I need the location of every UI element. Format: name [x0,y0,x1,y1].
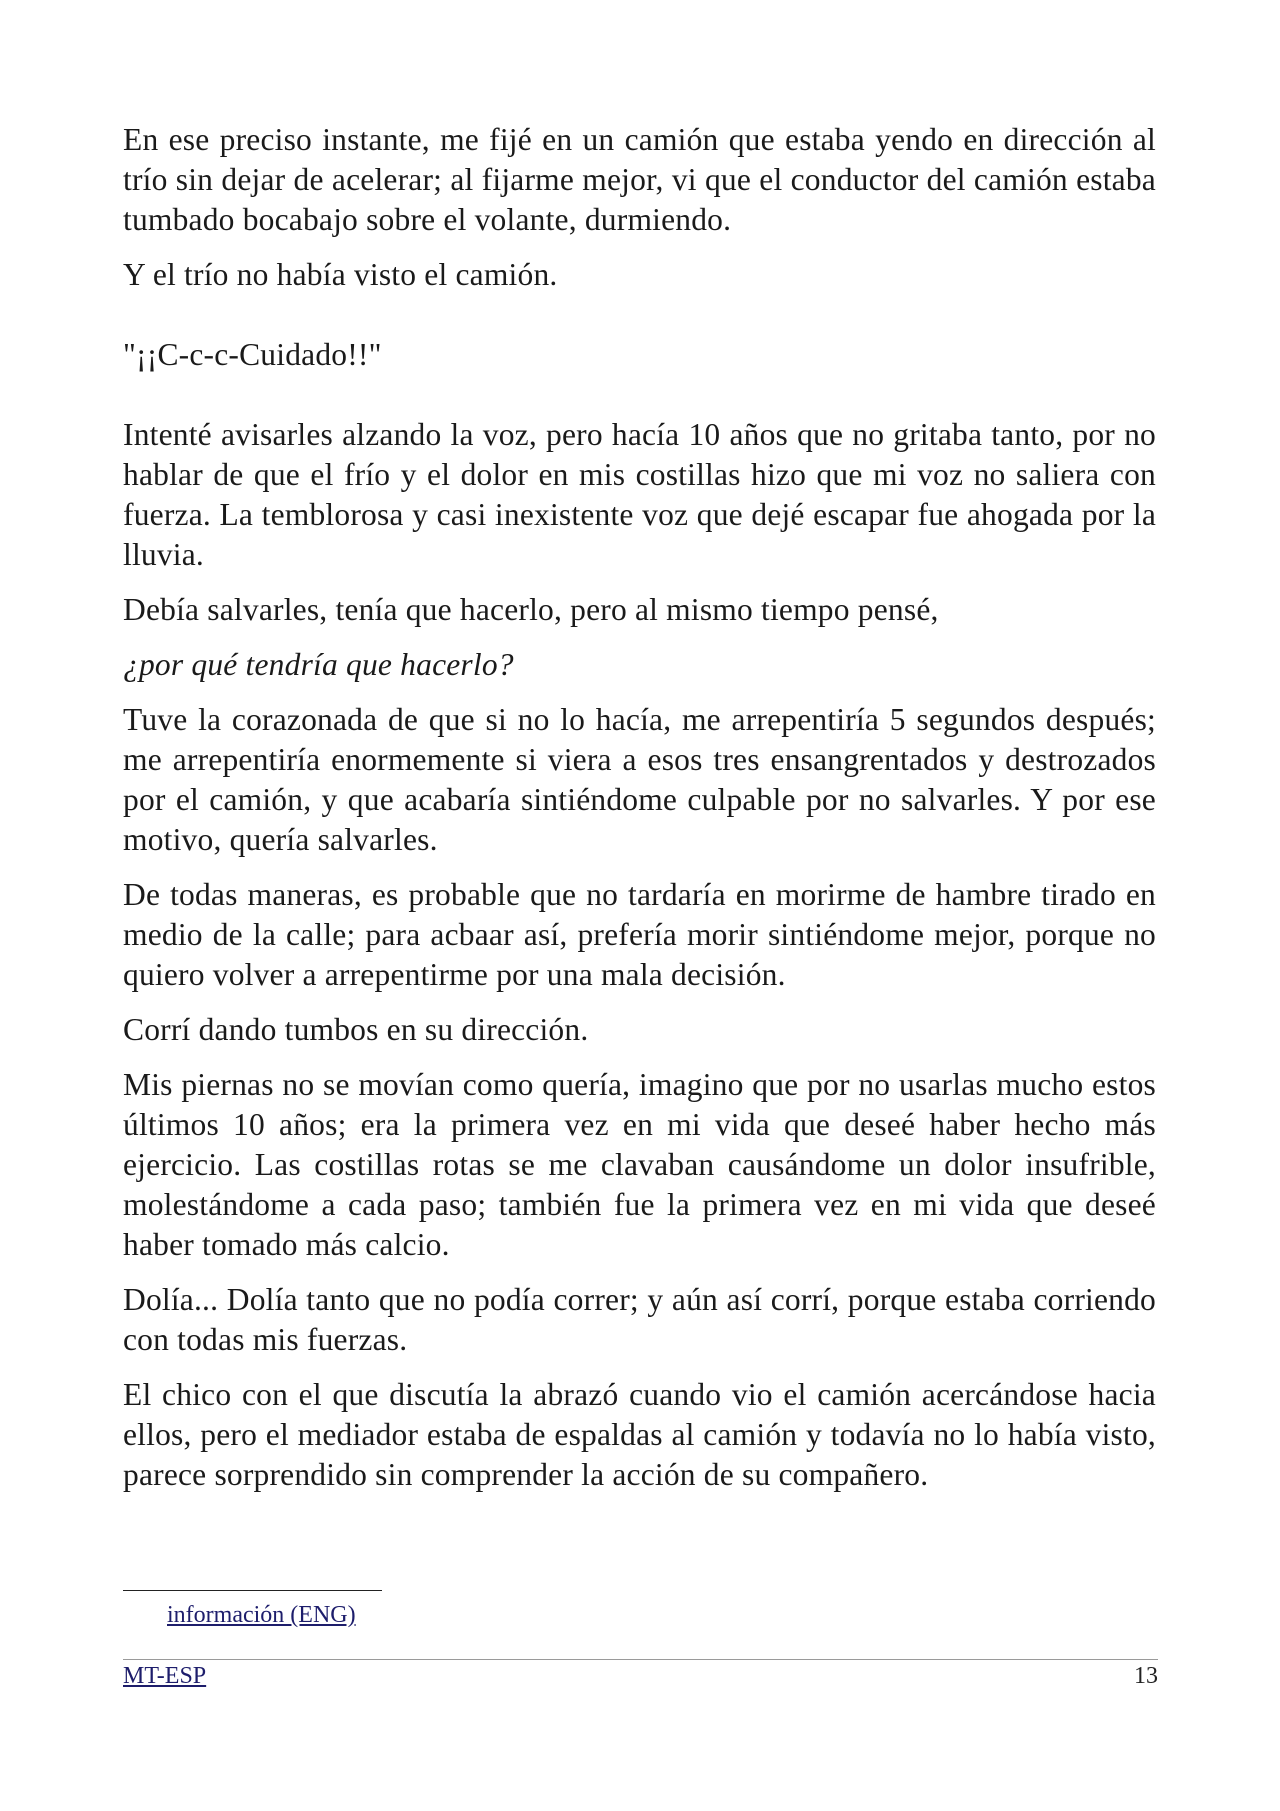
page-number: 13 [1134,1663,1158,1689]
paragraph: Y el trío no había visto el camión. [123,257,558,292]
footnote-link[interactable]: información (ENG) [167,1602,356,1628]
paragraph: Dolía... Dolía tanto que no podía correr; y aún así corrí, porque estaba corriendo con todas mis fuerzas. [123,1282,1156,1357]
dialogue-line: "¡¡C-c-c-Cuidado!!" [123,337,382,372]
footer-left [123,1660,206,1692]
footer-link[interactable]: MT-ESP [123,1663,207,1689]
paragraph: Mis piernas no se movían como quería, imagino que por no usarlas mucho estos últimos 10 años; era la primera vez en mi vida que deseé haber hecho más ejercicio. Las costillas rotas se me clavaban causándome un dolor insufrible, molestándome a cada paso; también fue la primera vez en mi vida que deseé haber tomado más calcio. [123,1067,1156,1262]
footer-divider [123,1659,1158,1660]
paragraph: Corrí dando tumbos en su dirección. [123,1012,589,1047]
footnote-divider [123,1590,382,1591]
paragraph: En ese preciso instante, me fijé en un camión que estaba yendo en dirección al trío sin dejar de acelerar; al fijarme mejor, vi que el conductor del camión estaba tumbado bocabajo sobre el volante, durmiendo. [123,122,1156,237]
footnote [167,1599,356,1631]
paragraph: Debía salvarles, tenía que hacerlo, pero al mismo tiempo pensé, [123,592,939,627]
paragraph: El chico con el que discutía la abrazó cuando vio el camión acercándose hacia ellos, pero el mediador estaba de espaldas al camión y todavía no lo había visto, parece sorprendido sin comprender la acción de su compañero. [123,1377,1156,1492]
paragraph: De todas maneras, es probable que no tardaría en morirme de hambre tirado en medio de la calle; para acbaar así, prefería morir sintiéndome mejor, porque no quiero volver a arrepentirme por una mala decisión. [123,877,1156,992]
document-body [123,120,1156,1510]
paragraph: Tuve la corazonada de que si no lo hacía, me arrepentiría 5 segundos después; me arrepentiría enormemente si viera a esos tres ensangrentados y destrozados por el camión, y que acabaría sintiéndome culpable por no salvarles. Y por ese motivo, quería salvarles. [123,702,1156,857]
paragraph: Intenté avisarles alzando la voz, pero hacía 10 años que no gritaba tanto, por no hablar de que el frío y el dolor en mis costillas hizo que mi voz no saliera con fuerza. La temblorosa y casi inexistente voz que dejé escapar fue ahogada por la lluvia. [123,417,1156,572]
italic-thought: ¿por qué tendría que hacerlo? [123,647,514,682]
